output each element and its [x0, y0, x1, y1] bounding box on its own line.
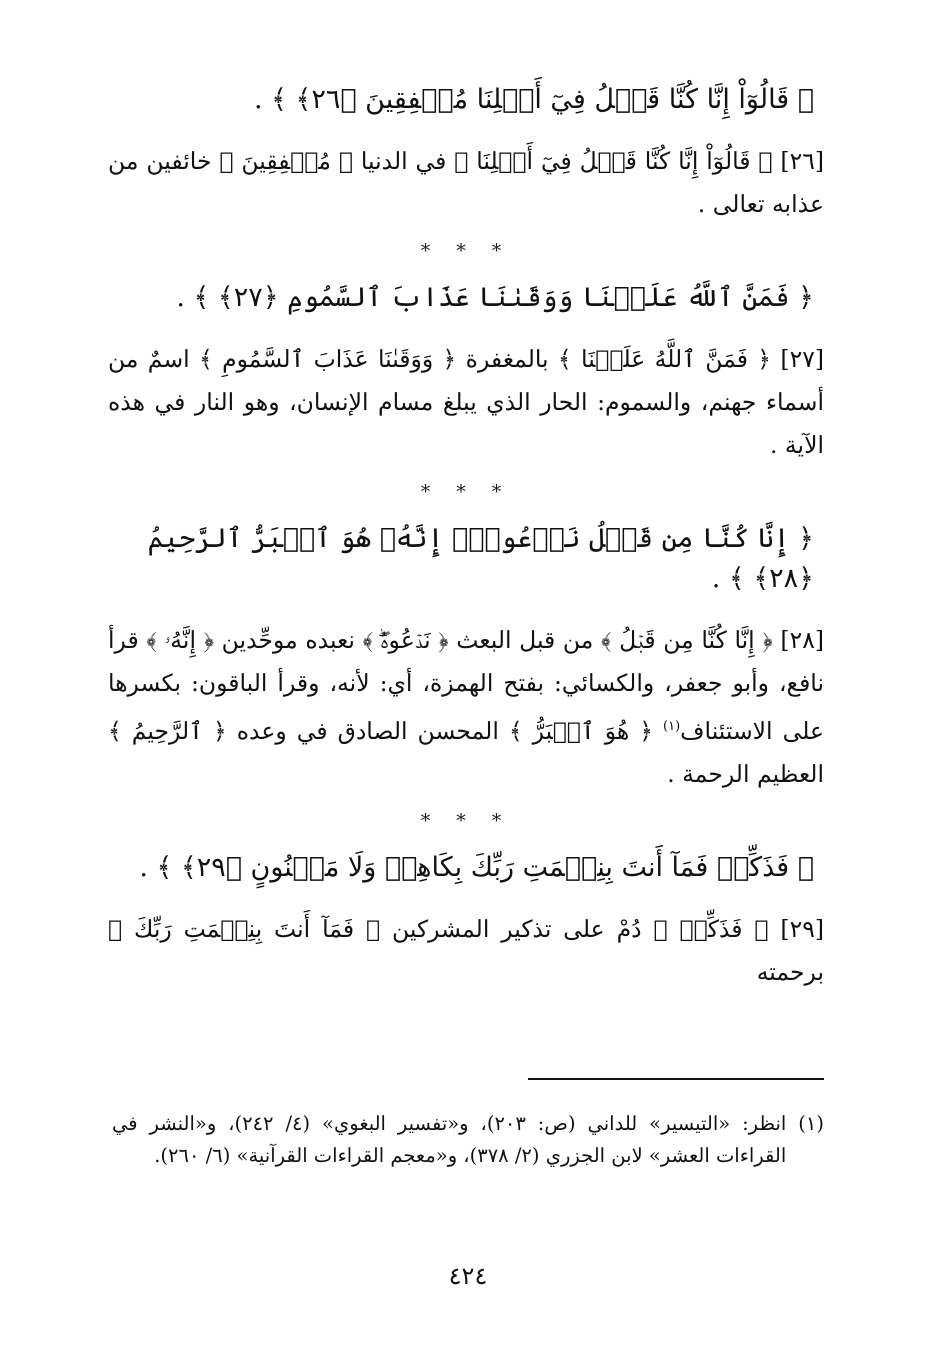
commentary-28	[108, 619, 824, 796]
verse-29: ﴿ فَذَكِّرۡ فَمَآ أَنتَ بِنِعۡمَتِ رَبِّكَ بِكَاهِنٖ وَلَا مَجۡنُونٍ ﴿٢٩﴾ ﴾ .	[139, 851, 814, 883]
footnote-separator-line	[528, 1078, 824, 1080]
verse-28: ﴿ إِنَّا كُنَّا مِن قَبۡلُ نَدۡعُوهُۖ إِنَّهُۥ هُوَ ٱلۡبَرُّ ٱلرَّحِيمُ ﴿٢٨﴾ ﴾ .	[147, 523, 814, 594]
footnote-reference[interactable]: (١)	[663, 719, 681, 734]
footnote-number: (١)	[798, 1112, 824, 1135]
section-separator-3: * * *	[420, 809, 512, 832]
commentary-27: [٢٧] ﴿ فَمَنَّ ٱللَّهُ عَلَيۡنَا ﴾ بالمغفرة ﴿ وَوَقَىٰنَا عَذَابَ ٱلسَّمُومِ ﴾ اسمٌ من أسماء جهنم، والسموم: الحار الذي يبلغ مسام الإنسان، وهو النار في هذه الآية .	[108, 345, 824, 459]
footnote	[112, 1108, 824, 1172]
verse-27: ﴿ فَمَنَّ ٱللَّهُ عَلَيۡنَا وَوَقَىٰنَا عَذَابَ ٱلسَّمُومِ ﴿٢٧﴾ ﴾ .	[176, 282, 814, 313]
footnote-text: انظر: «التيسير» للداني (ص: ٢٠٣)، و«تفسير البغوي» (٤/ ٢٤٢)، و«النشر في القراءات العشر» لابن الجزري (٢/ ٣٧٨)، و«معجم القراءات القرآنية» (٦/ ٢٦٠).	[112, 1112, 787, 1167]
section-separator-2: * * *	[420, 481, 512, 503]
section-separator-1: * * *	[420, 240, 512, 262]
commentary-28-part-2: ﴿ هُوَ ٱلۡبَرُّ ﴾ المحسن الصادق في وعده ﴿ ٱلرَّحِيمُ ﴾ العظيم الرحمة .	[108, 716, 824, 788]
commentary-28-part-1: [٢٨] ﴿ إِنَّا كُنَّا مِن قَبۡلُ ﴾ من قبل البعث ﴿ نَدۡعُوهُۖ ﴾ نعبده موحِّدين ﴿ إِنَّهُۥ ﴾ قرأ نافع، وأبو جعفر، والكسائي: بفتح الهمزة، أي: لأنه، وقرأ الباقون: بكسرها على الاستئناف	[108, 626, 824, 745]
page-number: ٤٢٤	[448, 1262, 488, 1290]
commentary-26: [٢٦] ﴿ قَالُوٓاْ إِنَّا كُنَّا قَبۡلُ فِيٓ أَهۡلِنَا ﴾ في الدنيا ﴿ مُشۡفِقِينَ ﴾ خائفين من عذابه تعالى .	[108, 147, 824, 218]
verse-26: ﴿ قَالُوٓاْ إِنَّا كُنَّا قَبۡلُ فِيٓ أَهۡلِنَا مُشۡفِقِينَ ﴿٢٦﴾ ﴾ .	[253, 84, 814, 115]
commentary-29: [٢٩] ﴿ فَذَكِّرۡ ﴾ دُمْ على تذكير المشركين ﴿ فَمَآ أَنتَ بِنِعۡمَتِ رَبِّكَ ﴾ برحمته	[108, 914, 824, 986]
